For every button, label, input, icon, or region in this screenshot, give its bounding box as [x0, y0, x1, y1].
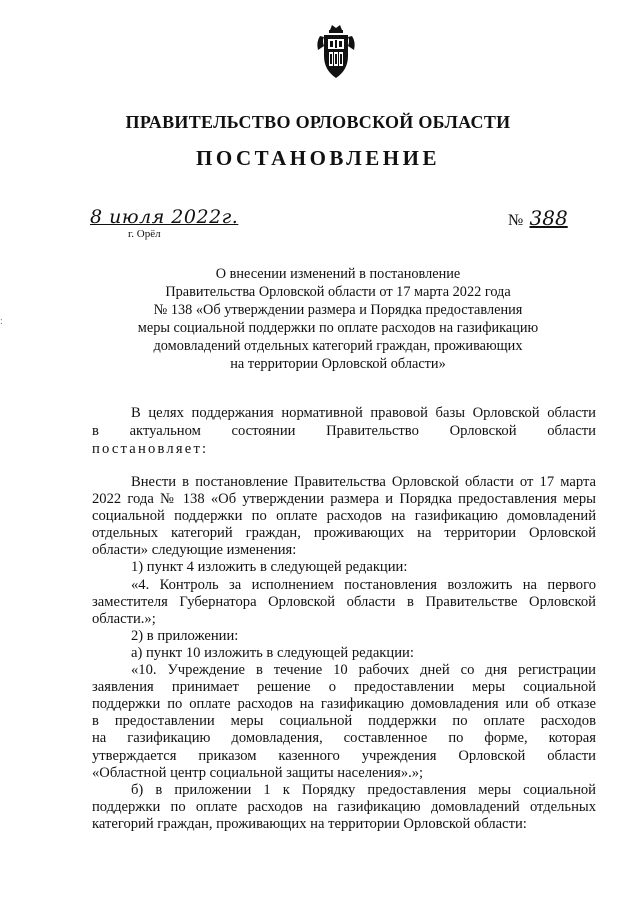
document-title: [60, 265, 616, 373]
title-line: № 138 «Об утверждении размера и Порядка предоставления: [153, 302, 523, 318]
document-type: ПОСТАНОВЛЕНИЕ: [196, 146, 440, 170]
preamble-line: В целях поддержания нормативной правовой базы Орловской области: [131, 405, 596, 421]
title-line: О внесении изменений в постановление: [215, 266, 461, 282]
body-line: области» следующие изменения:: [92, 542, 297, 559]
handwritten-date: 8 июля 2022г.: [90, 206, 239, 228]
title-line: меры социальной поддержки по оплате расходов на газификацию: [137, 320, 539, 336]
preamble: [92, 404, 596, 458]
coat-of-arms-emblem: [312, 24, 360, 84]
body-line: 2) в приложении:: [131, 627, 239, 644]
number-sign: №: [508, 212, 524, 229]
body-line: в предоставлении меры социальной поддержки по оплате расходов: [92, 713, 596, 730]
title-line: домовладений отдельных категорий граждан, проживающих: [153, 338, 523, 354]
body-line: заместителя Губернатора Орловской области в Правительстве Орловской: [92, 593, 596, 610]
body-line: социальной поддержки по оплате расходов на газификацию домовладений: [92, 508, 596, 525]
preamble-line: в актуальном состоянии Правительство Орловской области: [92, 423, 596, 439]
title-line: Правительства Орловской области от 17 марта 2022 года: [165, 284, 511, 300]
handwritten-number: 388: [529, 206, 568, 230]
body-line: «10. Учреждение в течение 10 рабочих дней со дня регистрации: [131, 662, 596, 679]
body-line: поддержки по оплате расходов на газификацию домовладений отдельных: [92, 798, 596, 815]
body-line: а) пункт 10 изложить в следующей редакции:: [131, 644, 414, 661]
title-line: на территории Орловской области»: [230, 356, 446, 372]
city-label: г. Орёл: [128, 228, 161, 240]
body-line: утверждается приказом казенного учреждения Орловской области: [92, 747, 596, 764]
body-line: категорий граждан, проживающих на территории Орловской области:: [92, 815, 527, 832]
body-line: «4. Контроль за исполнением постановления возложить на первого: [131, 576, 596, 593]
body-line: 1) пункт 4 изложить в следующей редакции:: [131, 559, 408, 576]
body-line: области.»;: [92, 610, 156, 627]
body-line: 2022 года № 138 «Об утверждении размера и Порядка предоставления меры: [92, 491, 596, 508]
margin-mark: :: [0, 316, 3, 327]
date-block: [90, 206, 240, 234]
body-line: «Областной центр социальной защиты населения».»;: [92, 764, 424, 781]
body-line: Внести в постановление Правительства Орловской области от 17 марта: [131, 474, 596, 490]
body-line: б) в приложении 1 к Порядку предоставления меры социальной: [131, 781, 596, 798]
body-line: заявления принимает решение о предоставлении меры социальной: [92, 679, 596, 696]
body-line: на газификацию домовладения, составленное по форме, которая: [92, 730, 596, 747]
organization-name: ПРАВИТЕЛЬСТВО ОРЛОВСКОЙ ОБЛАСТИ: [125, 112, 511, 132]
body-line: отдельных категорий граждан, проживающих на территории Орловской: [92, 525, 596, 542]
preamble-line: постановляет:: [92, 441, 209, 457]
document-body: [92, 474, 596, 833]
document-number: [508, 206, 568, 230]
body-line: поддержки по оплате расходов на газификацию домовладения или об отказе: [92, 696, 596, 713]
